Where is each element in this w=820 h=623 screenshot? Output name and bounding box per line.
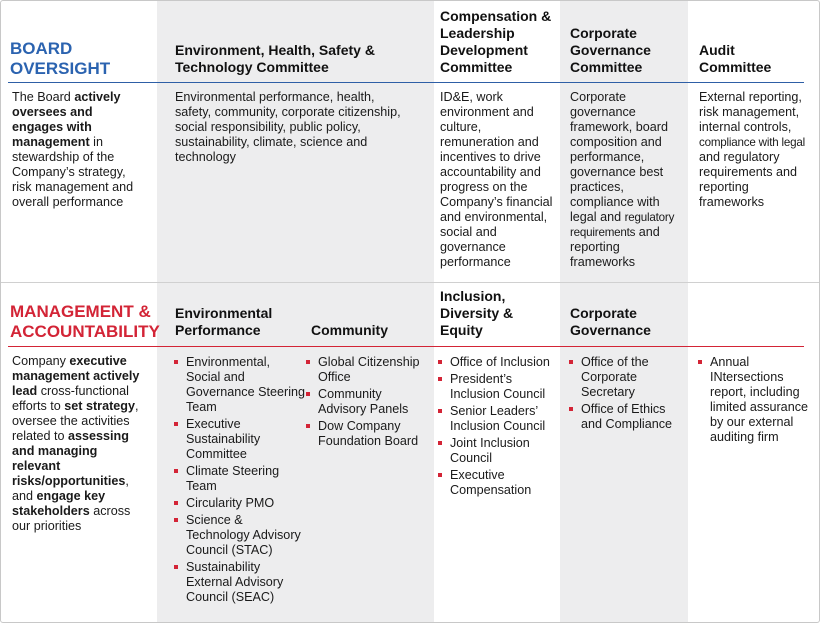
list-item: Circularity PMO [173,496,305,511]
list-item: Science & Technology Advisory Council (STAC) [173,513,305,558]
header-environmental-performance: Environmental Performance [175,305,273,338]
list-corporate-governance [568,355,686,434]
board-title-line2: OVERSIGHT [10,59,111,78]
list-inclusion [437,355,555,500]
description-segment: in stewardship of the Company’s strategy, risk management and overall performance [12,135,134,209]
list-item: Community Advisory Panels [305,387,425,417]
list-community [305,355,425,451]
list-item: Joint Inclusion Council [437,436,555,466]
list-item: Global Citizenship Office [305,355,425,385]
management-description [12,354,144,534]
list-item: Annual INtersections report, including limited assurance by our external auditing firm [697,355,809,445]
list-item: President’s Inclusion Council [437,372,555,402]
header-community: Community [311,322,388,338]
list-item: Climate Steering Team [173,464,305,494]
governance-committee-text [570,90,688,270]
board-description [12,90,142,210]
description-segment: engage key stakeholders [12,489,106,518]
governance-text-end: and reporting frameworks [570,225,660,269]
management-title-line2: ACCOUNTABILITY [10,322,160,341]
description-segment: The Board [12,90,75,104]
list-audit [697,355,809,447]
audit-text-small: compliance with legal [699,136,805,149]
description-segment: Company [12,354,70,368]
header-ehs-committee: Environment, Health, Safety & Technology Committee [175,42,375,75]
description-segment: , and [12,474,129,503]
audit-text-end: and regulatory requirements and reporting frameworks [699,150,798,209]
list-item: Office of the Corporate Secretary [568,355,686,400]
governance-text-small: regulatory requirements [570,211,675,239]
description-segment: executive management actively lead [12,354,140,398]
audit-committee-text [699,90,813,210]
description-segment: across our priorities [12,504,131,533]
header-corporate-governance: Corporate Governance [570,305,651,338]
description-segment: assessing and managing relevant risks/opportunities [12,429,129,488]
list-item: Executive Compensation [437,468,555,498]
management-title-line1: MANAGEMENT & [10,302,151,321]
management-accountability-title [10,302,160,342]
board-title-line1: BOARD [10,39,73,58]
description-segment: , oversee the activities related to [12,399,139,443]
header-compensation-committee: Compensation & Leadership Development Committee [440,8,552,75]
management-divider [8,346,804,347]
list-environmental-performance [173,355,305,607]
board-divider [8,82,804,83]
list-item: Senior Leaders’ Inclusion Council [437,404,555,434]
ehs-committee-text: Environmental performance, health, safety, community, corporate citizenship, social responsibility, public policy, sustainability, climate, science and technology [175,90,401,164]
section-divider [1,282,819,283]
list-item: Office of Ethics and Compliance [568,402,686,432]
header-audit-committee: Audit Committee [699,42,772,75]
header-governance-committee: Corporate Governance Committee [570,25,651,75]
description-segment: cross-functional efforts to [12,384,129,413]
list-item: Dow Company Foundation Board [305,419,425,449]
audit-text-main: External reporting, risk management, internal controls, [699,90,802,134]
description-segment: actively oversees and engages with management [12,90,121,149]
list-item: Sustainability External Advisory Council (SEAC) [173,560,305,605]
governance-text-main: Corporate governance framework, board composition and performance, governance best practices, compliance with legal and [570,90,668,224]
description-segment: set strategy [64,399,135,413]
header-inclusion-diversity-equity: Inclusion, Diversity & Equity [440,288,514,338]
list-item: Office of Inclusion [437,355,555,370]
board-oversight-title [10,39,150,79]
list-item: Environmental, Social and Governance Steering Team [173,355,305,415]
compensation-committee-text: ID&E, work environment and culture, remuneration and incentives to drive accountability and progress on the Company’s financial and environmental, social and governance performance [440,90,553,269]
list-item: Executive Sustainability Committee [173,417,305,462]
